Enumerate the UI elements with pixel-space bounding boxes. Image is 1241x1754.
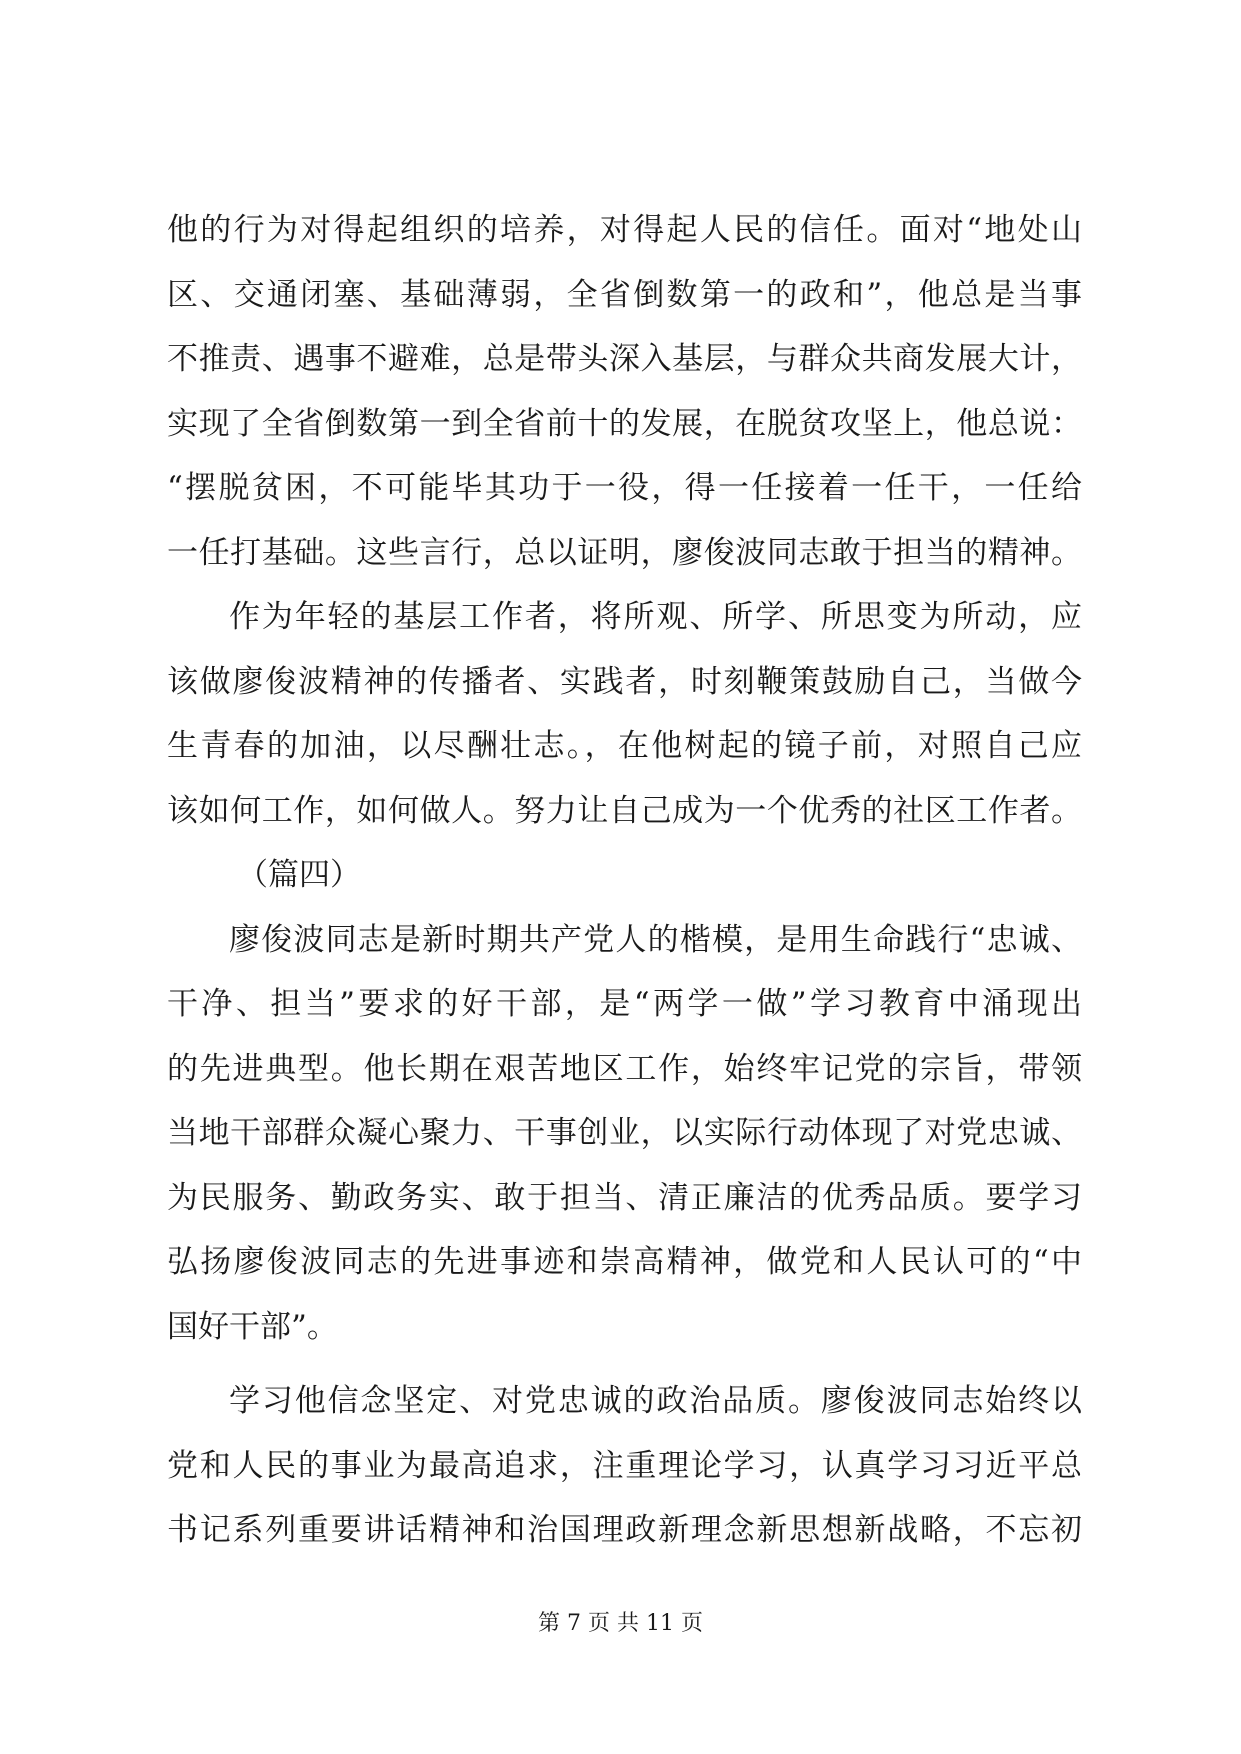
text-line: 为民服务、勤政务实、敢于担当、清正廉洁的优秀品质。要学习 (167, 1179, 1082, 1216)
text-line: 区、交通闭塞、基础薄弱，全省倒数第一的政和”，他总是当事 (167, 276, 1082, 313)
text-line: 作为年轻的基层工作者，将所观、所学、所思变为所动，应 (229, 599, 1082, 635)
text-line: 学习他信念坚定、对党忠诚的政治品质。廖俊波同志始终以 (229, 1383, 1082, 1419)
text-line: 不推责、遇事不避难，总是带头深入基层，与群众共商发展大计， (167, 341, 1082, 377)
text-line: 国好干部”。 (167, 1308, 338, 1345)
text-line: 他的行为对得起组织的培养，对得起人民的信任。面对“地处山 (167, 212, 1082, 248)
text-line: 党和人民的事业为最高追求，注重理论学习，认真学习习近平总 (167, 1447, 1082, 1484)
page-number-footer: 第 7 页 共 11 页 (538, 1611, 703, 1636)
text-line: 该如何工作，如何做人。努力让自己成为一个优秀的社区工作者。 (167, 792, 1082, 829)
text-line: 书记系列重要讲话精神和治国理政新理念新思想新战略，不忘初 (167, 1512, 1082, 1548)
section-heading: （篇四） (237, 857, 361, 893)
document-body (167, 198, 1082, 1563)
text-line: 一任打基础。这些言行，总以证明，廖俊波同志敢于担当的精神。 (167, 534, 1082, 571)
text-line: 实现了全省倒数第一到全省前十的发展，在脱贫攻坚上，他总说： (167, 405, 1082, 442)
text-line: 生青春的加油，以尽酬壮志。，在他树起的镜子前，对照自己应 (167, 728, 1082, 764)
text-line: 当地干部群众凝心聚力、干事创业，以实际行动体现了对党忠诚、 (167, 1115, 1082, 1151)
text-line: 该做廖俊波精神的传播者、实践者，时刻鞭策鼓励自己，当做今 (167, 663, 1082, 700)
text-line: 廖俊波同志是新时期共产党人的楷模，是用生命践行“忠诚、 (229, 921, 1082, 958)
text-line: 弘扬廖俊波同志的先进事迹和崇高精神，做党和人民认可的“中 (167, 1244, 1082, 1280)
text-line: 的先进典型。他长期在艰苦地区工作，始终牢记党的宗旨，带领 (167, 1050, 1082, 1087)
text-line: “摆脱贫困，不可能毕其功于一役，得一任接着一任干，一任给 (167, 470, 1082, 506)
text-line: 干净、担当”要求的好干部，是“两学一做”学习教育中涌现出 (167, 986, 1082, 1022)
